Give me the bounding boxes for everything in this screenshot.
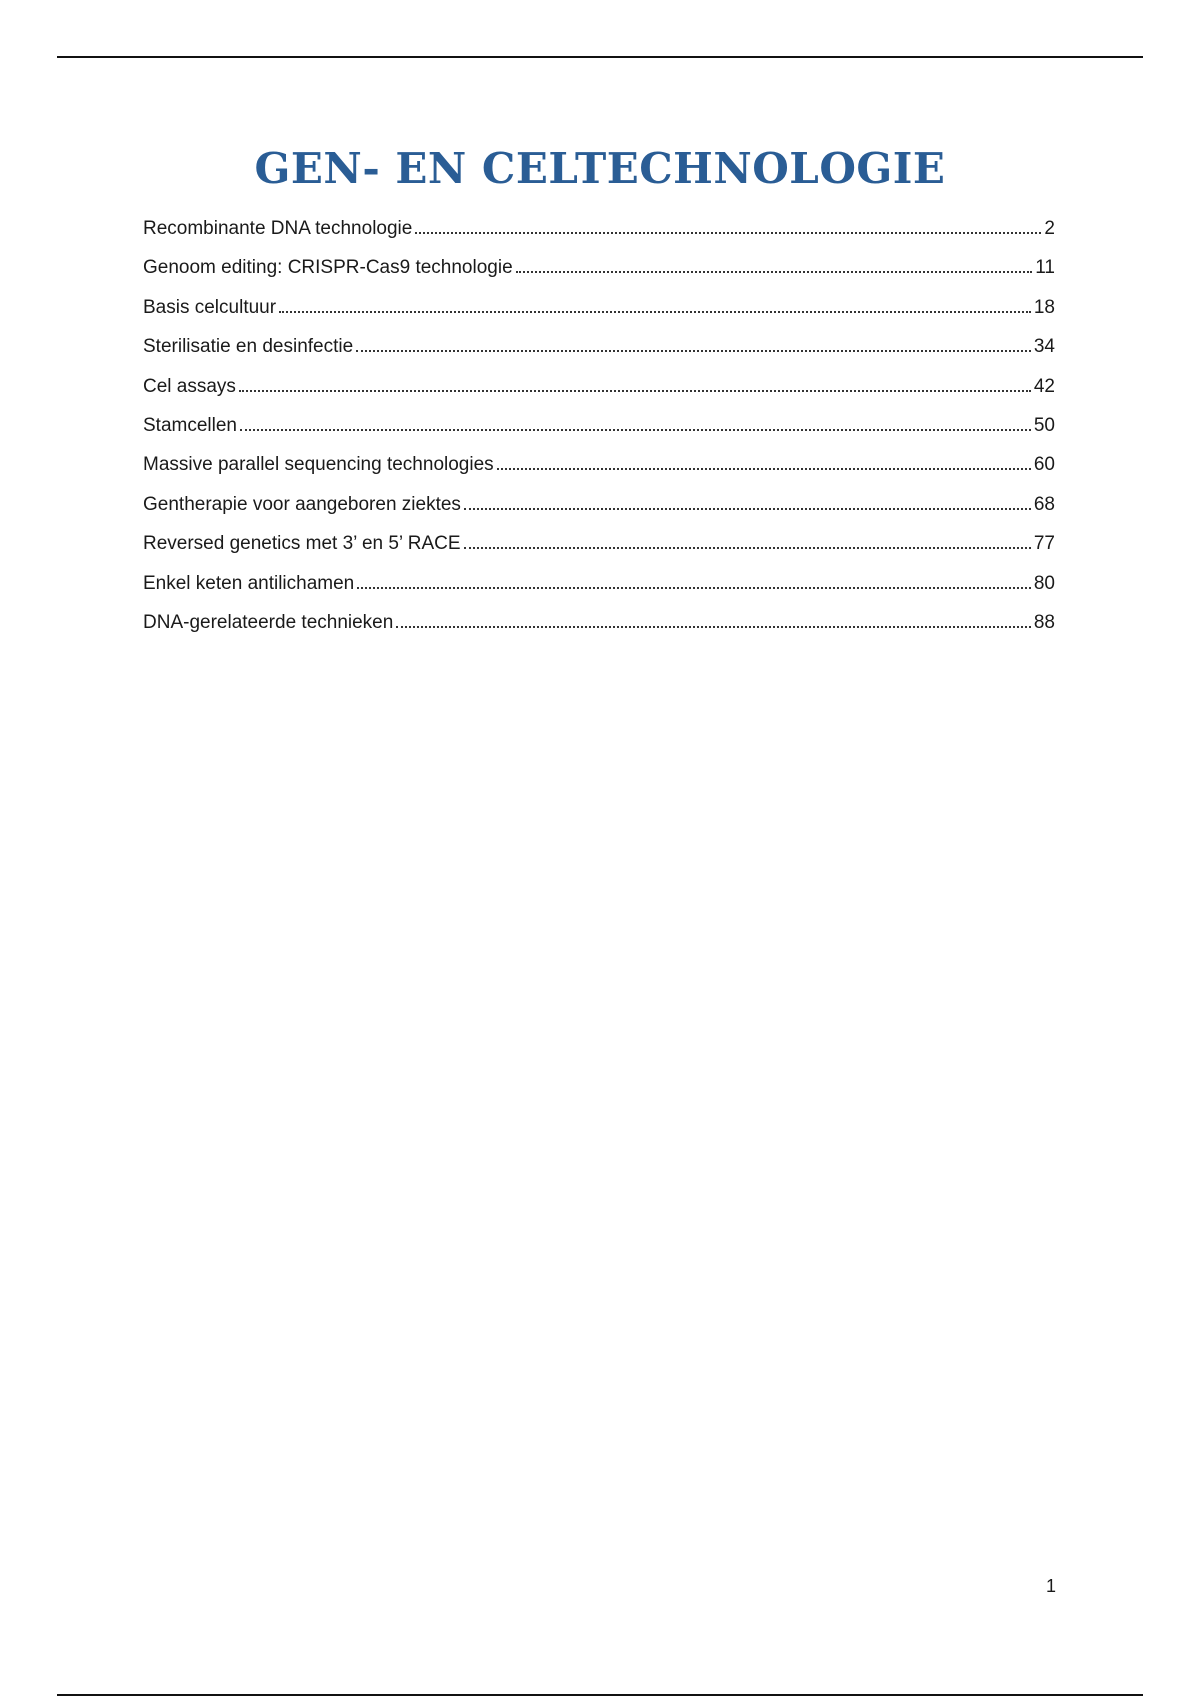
toc-dot-leader bbox=[415, 232, 1041, 234]
toc-dot-leader bbox=[464, 547, 1031, 549]
toc-dot-leader bbox=[357, 587, 1031, 589]
toc-dot-leader bbox=[279, 311, 1031, 313]
toc-entry-label: Gentherapie voor aangeboren ziektes bbox=[143, 493, 461, 515]
toc-dot-leader bbox=[497, 468, 1031, 470]
toc-entry[interactable] bbox=[143, 371, 1055, 410]
toc-entry[interactable] bbox=[143, 449, 1055, 488]
toc-entry-page: 68 bbox=[1033, 493, 1055, 515]
toc-dot-leader bbox=[356, 350, 1031, 352]
toc-entry-page: 80 bbox=[1033, 572, 1055, 594]
toc-dot-leader bbox=[464, 508, 1031, 510]
toc-entry[interactable] bbox=[143, 607, 1055, 646]
toc-entry-label: Cel assays bbox=[143, 375, 236, 397]
toc-entry-page: 50 bbox=[1033, 414, 1055, 436]
toc-entry-label: Enkel keten antilichamen bbox=[143, 572, 355, 594]
table-of-contents bbox=[143, 213, 1055, 646]
toc-entry-page: 34 bbox=[1033, 336, 1055, 358]
toc-entry-label: Massive parallel sequencing technologies bbox=[143, 454, 494, 476]
toc-entry-page: 18 bbox=[1033, 296, 1055, 318]
toc-entry-page: 11 bbox=[1035, 257, 1055, 279]
footer-rule bbox=[57, 1694, 1143, 1696]
toc-entry-label: Sterilisatie en desinfectie bbox=[143, 336, 354, 358]
page-number: 1 bbox=[1045, 1576, 1056, 1596]
toc-dot-leader bbox=[240, 429, 1031, 431]
document-title: GEN- EN CELTECHNOLOGIE bbox=[254, 144, 946, 193]
toc-entry[interactable] bbox=[143, 528, 1055, 567]
toc-entry[interactable] bbox=[143, 292, 1055, 331]
header-rule bbox=[57, 56, 1143, 58]
toc-entry[interactable] bbox=[143, 410, 1055, 449]
toc-entry[interactable] bbox=[143, 331, 1055, 370]
toc-entry-page: 42 bbox=[1033, 375, 1055, 397]
toc-entry-page: 88 bbox=[1033, 611, 1055, 633]
toc-entry[interactable] bbox=[143, 489, 1055, 528]
toc-entry-label: Recombinante DNA technologie bbox=[143, 218, 413, 239]
toc-dot-leader bbox=[516, 271, 1033, 273]
toc-entry[interactable] bbox=[143, 568, 1055, 607]
toc-entry-page: 60 bbox=[1033, 454, 1055, 476]
toc-entry-page: 77 bbox=[1033, 533, 1055, 555]
toc-entry-page: 2 bbox=[1044, 218, 1055, 239]
toc-entry[interactable] bbox=[143, 213, 1055, 252]
toc-entry-label: Stamcellen bbox=[143, 414, 237, 436]
toc-entry-label: Reversed genetics met 3’ en 5’ RACE bbox=[143, 533, 461, 555]
toc-dot-leader bbox=[239, 390, 1031, 392]
toc-entry[interactable] bbox=[143, 252, 1055, 291]
toc-entry-label: Genoom editing: CRISPR-Cas9 technologie bbox=[143, 257, 513, 279]
toc-entry-label: DNA-gerelateerde technieken bbox=[143, 611, 394, 633]
toc-dot-leader bbox=[396, 626, 1031, 628]
toc-entry-label: Basis celcultuur bbox=[143, 296, 277, 318]
